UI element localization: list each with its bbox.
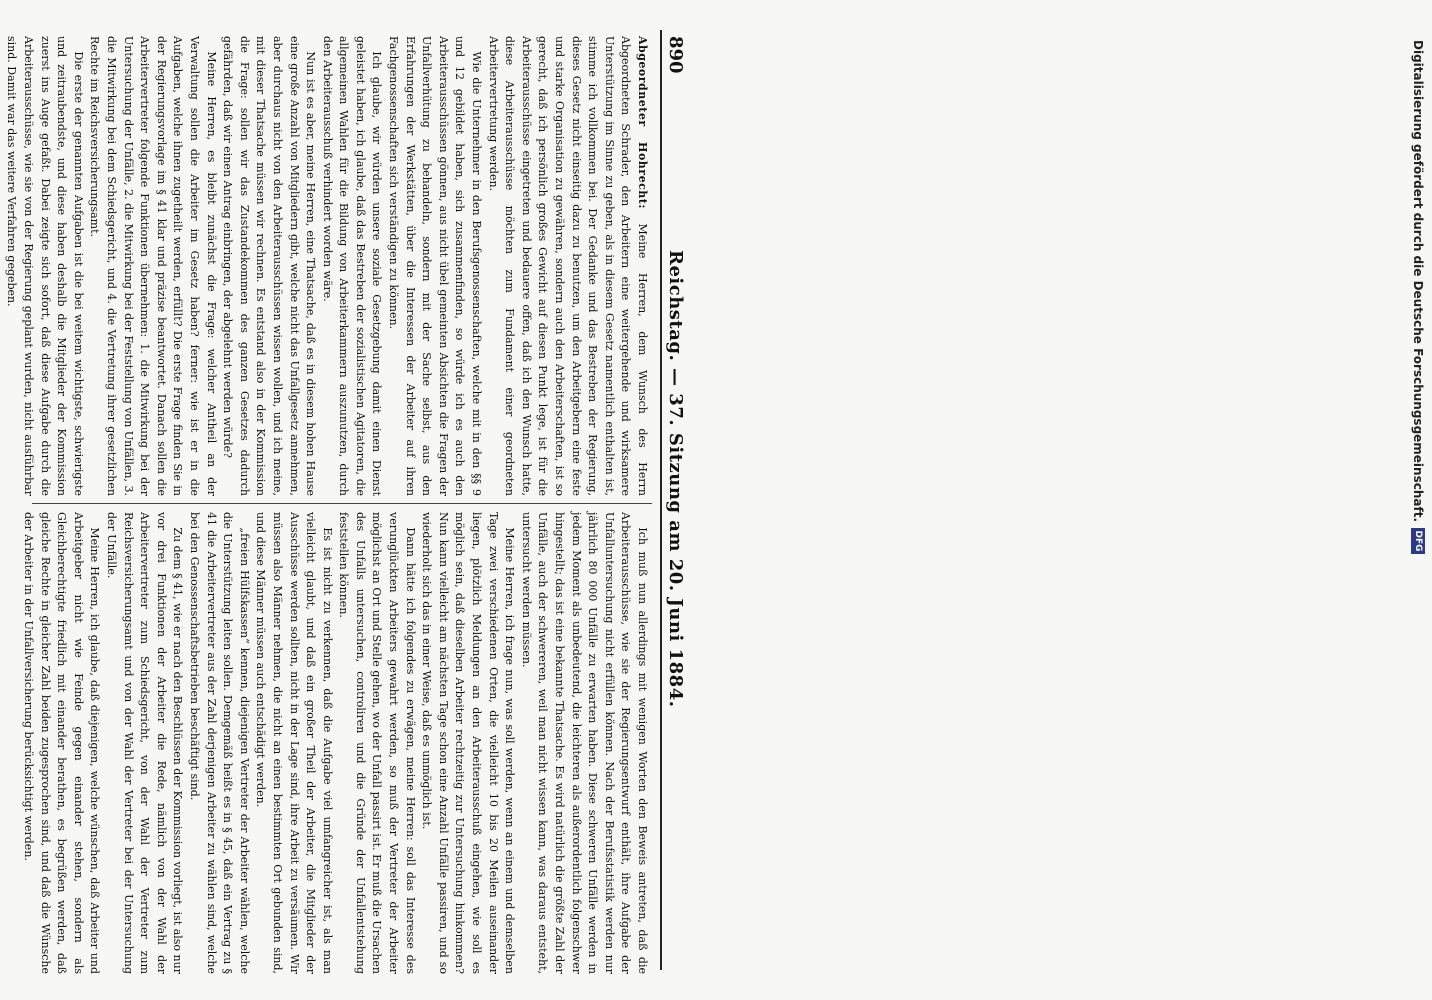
paragraph: Nun ist es aber, meine Herren, eine Thatsache, daß es in diesem hohen Hause eine große Anzahl von Mitgliedern gibt, welche nicht das Unfallgesetz annehmen, aber durchaus nicht von den Arbeiterausschüssen wissen wollen, und ich meine, mit dieser Thatsache müssen wir rechnen. Es entstand also in der Kommission die Frage: sollen wir das Zustandekommen des ganzen Gesetzes dadurch gefährden, daß wir einen Antrag einbringen, der abgelehnt werden würde? [221,36,318,496]
paragraph: Es ist nicht zu verkennen, daß die Aufgabe viel umfangreicher ist, als man vielleicht glaubt, und daß ein großer Theil der Arbeiter, die Mitglieder der Ausschüsse werden sollten, nicht in der Lage sind, ihre Arbeit zu versäumen. Wir müssen also Männer nehmen, die nicht an einen bestimmten Ort gebunden sind, und diese Männer müssen auch entschädigt werden. [254,512,334,974]
running-title: Reichstag. — 37. Sitzung am 20. Juni 1884. [665,250,686,708]
speaker-name: Abgeordneter Hohrecht: [636,36,649,209]
paragraph: Dann hätte ich folgendes zu erwägen, meine Herren: soll das Interesse des verunglückten Arbeiters gewahrt werden, so muß der Vertreter der Arbeiter möglichst an Ort und Stelle gehen, wo der Unfall passirt ist. Er muß die Ursachen des Unfalls untersuchen, controliren und die Gründe der Unfallentstehung feststellen können. [337,512,417,974]
page-number: 890 [665,36,686,74]
paragraph: Meine Herren, es bleibt zunächst die Frage: welcher Antheil an der Verwaltung sollen die Arbeiter im Gesetz haben? ferner: wie ist er in die Aufgaben, welche ihnen zugetheilt werden, erfüllt? Die erste Frage finden Sie in der Regierungsvorlage im § 41 klar und präzise beantwortet. Danach sollen die Arbeitervertreter folgende Funktionen übernehmen: 1. die Mitwirkung bei der Untersuchung der Unfälle, 2. die Mitwirkung bei der Feststellung von Unfällen, 3. die Mitwirkung bei dem Schiedsgericht, und 4. die Vertretung ihrer gesetzlichen Rechte im Reichsversicherungsamt. [88,36,218,496]
paragraph: „freien Hülfskassen“ kennen, diejenigen Vertreter der Arbeiter wählen, welche die Unterstützung leiten sollen. Demgemäß heißt es in § 45, daß ein Vertrag zu § 41 die Arbeitervertreter aus der Zahl derjenigen Arbeiter zu wählen sind, welche bei den Genossenschaftsbetrieben beschäftigt sind. [187,512,251,974]
paragraph: Ich glaube, wir würden unsere soziale Gesetzgebung damit einen Dienst geleistet haben, ich glaube, daß das Bestreben der sozialistischen Agitatoren, die allgemeinen Wahlen für die Bildung von Arbeiterkammern auszunutzen, durch den Arbeiterausschuß verhindert worden wäre. [320,36,384,496]
paragraph: Wie die Unternehmer in den Berufsgenossenschaften, welche mit in den §§ 9 und 12 gebildet haben, sich zusammenfinden, so würde ich es auch den Arbeiterausschüssen gönnen, aus nicht übel gemeinten Absichten die Fragen der Unfallverhütung zu behandeln, sondern mit der Sache selbst, aus den Erfahrungen der Werkstätten, über die Interessen der Arbeiter auf ihren Fachgenossenschaften sich verständigen zu können. [387,36,484,496]
page-header [660,30,688,970]
paragraph: Die erste der genannten Aufgaben ist die bei weitem wichtigste, schwierigste und zeitraubendste, und diese haben deshalb die Mitglieder der Kommission zuerst ins Auge gefaßt. Dabei zeigte sich sofort, daß diese Aufgabe durch die Arbeiterausschüsse, wie sie von der Regierung geplant wurden, nicht ausführbar sind. Damit war das weitere Verfahren gegeben. [5,36,85,496]
paragraph: Meine Herren, ich glaube, daß diejenigen, welche wünschen, daß Arbeiter und Arbeitgeber nicht wie Feinde gegen einander stehen, sondern als Gleichberechtigte friedlich mit einander berathen, es begrüßen werden, daß gleiche Rechte in gleicher Zahl beiden zugesprochen sind, und daß die Wünsche der Arbeiter in der Unfallversicherung berücksichtigt werden. [22,512,102,974]
credit-text: Digitalisierung gefördert durch die Deutsche Forschungsgemeinschaft. [1411,40,1425,523]
paragraph: Meine Herren, ich frage nun, was soll werden, wenn an einem und demselben Tage zwei verschiedenen Orten, die vielleicht 10 bis 20 Meilen auseinander liegen, plötzlich Meldungen an den Arbeiterausschuß eingehen, wie soll es möglich sein, daß dieselben Arbeiter rechtzeitig zur Untersuchung hinkommen? Nun kann vielleicht am nächsten Tage schon eine Anzahl Unfälle passiren, und so wiederholt sich das in einer Weise, daß es unmöglich ist. [420,512,517,974]
right-column [22,512,650,974]
paragraph [484,36,650,496]
paragraph: Ich muß nun allerdings mit wenigen Worten den Beweis antreten, daß die Arbeiterausschüsse, wie sie der Regierungsentwurf enthält, ihre Aufgabe der Unfalluntersuchung nicht erfüllen können. Nach der Berufsstatistik werden nur jährlich 80 000 Unfälle zu erwarten haben. Diese schweren Unfälle werden in jedem Moment als unbedeutend, die leichteren als außerordentlich folgenschwer hingestellt; das ist eine bekannte Thatsache. Es wird natürlich die größte Zahl der Unfälle, auch der schwereren, weil man nicht wissen kann, was daraus entsteht, untersucht werden müssen. [519,512,649,974]
left-column [5,36,650,496]
digitization-credit [1408,40,1428,554]
paragraph-text: Meine Herren, dem Wunsch des Herrn Abgeordneten Schrader, den Arbeitern eine weitergehende und wirksamere Unterstützung im Sinne zu geben, als in diesem Gesetz namentlich enthalten ist, stimme ich vollkommen bei. Der Gedanke und das Bestreben der Regierung, dieses Gesetz nicht einseitig dazu zu benutzen, um den Arbeitgebern eine feste und starke Organisation zu gewähren, sondern auch den Arbeiterschaften, ist so gerecht, daß ich persönlich großes Gewicht auf diesen Punkt lege, ist für die Arbeiterausschüsse eingetreten und bedauere offen, daß ich den Wunsch hatte, diese Arbeiterausschüsse möchten zum Fundament einer geordneten Arbeitervertretung werden. [486,36,649,496]
column-divider [32,503,652,504]
dfg-logo: DFG [1411,528,1425,554]
paragraph: Zu dem § 41, wie er nach den Beschlüssen der Kommission vorliegt, ist also nur vor drei Funktionen der Arbeiter die Rede, nämlich von der Wahl der Arbeitervertreter zum Schiedsgericht, von der Wahl der Vertreter zum Reichsversicherungsamt und von der Wahl der Vertreter bei der Untersuchung der Unfälle. [105,512,185,974]
